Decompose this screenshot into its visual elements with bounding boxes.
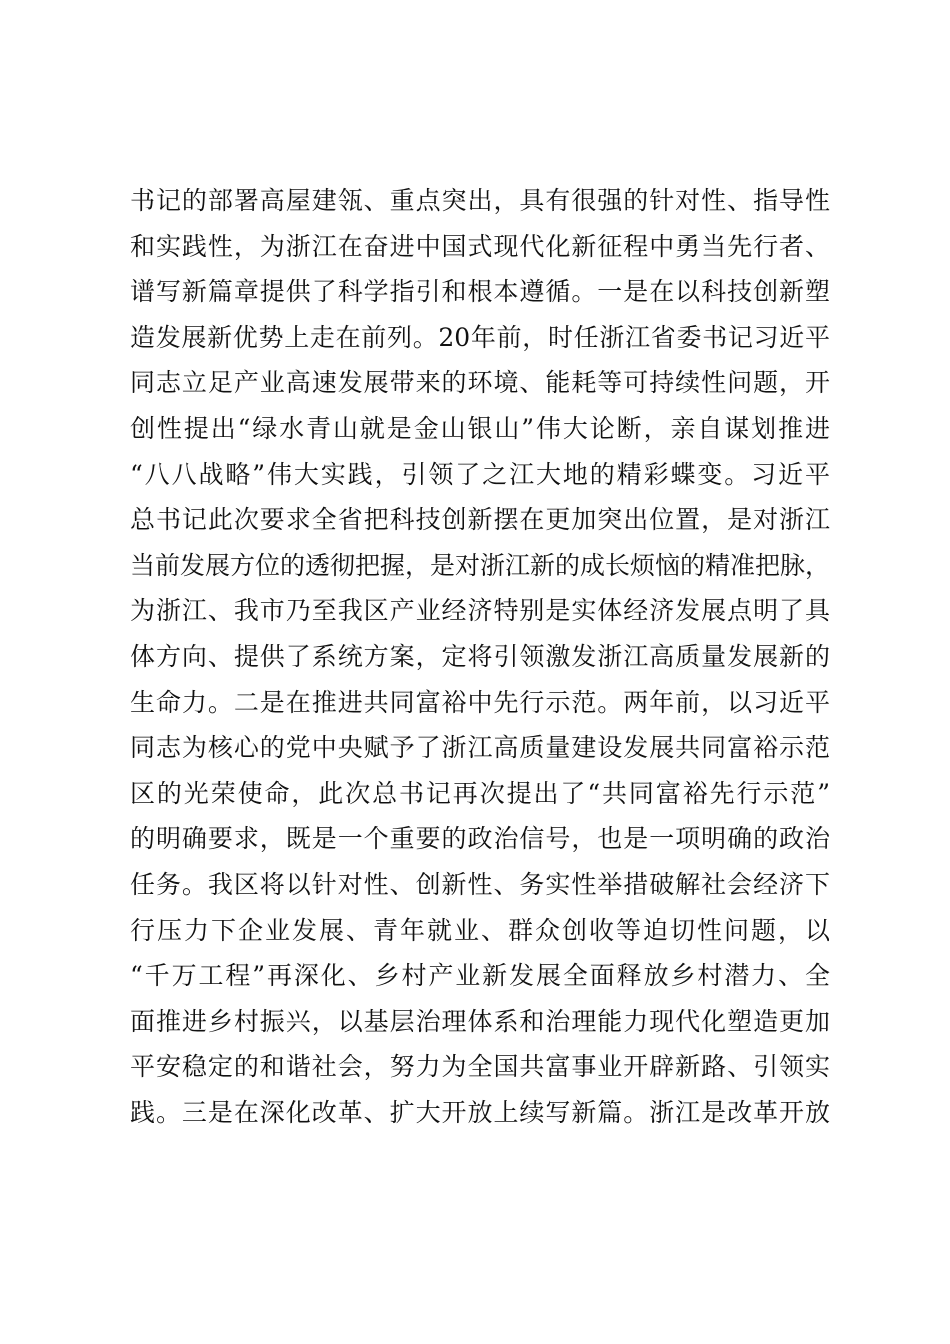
text-line: 当前发展方位的透彻把握，是对浙江新的成长烦恼的精准把脉，: [130, 550, 830, 580]
text-line: 任务。我区将以针对性、创新性、务实性举措破解社会经济下: [130, 869, 830, 899]
body-paragraph: [130, 178, 830, 1135]
text-line: 行压力下企业发展、青年就业、群众创收等迫切性问题，以: [130, 915, 830, 945]
text-line: 为浙江、我市乃至我区产业经济特别是实体经济发展点明了具: [130, 596, 830, 626]
text-line: 同志立足产业高速发展带来的环境、能耗等可持续性问题，开: [130, 368, 830, 398]
text-line: 谱写新篇章提供了科学指引和根本遵循。一是在以科技创新塑: [130, 277, 830, 307]
text-line: 和实践性，为浙江在奋进中国式现代化新征程中勇当先行者、: [130, 231, 830, 261]
text-line: “八八战略”伟大实践，引领了之江大地的精彩蝶变。习近平: [130, 459, 830, 489]
text-line: 体方向、提供了系统方案，定将引领激发浙江高质量发展新的: [130, 641, 830, 671]
text-line: 同志为核心的党中央赋予了浙江高质量建设发展共同富裕示范: [130, 733, 830, 763]
text-line: 造发展新优势上走在前列。20年前，时任浙江省委书记习近平: [130, 322, 830, 352]
text-line: 生命力。二是在推进共同富裕中先行示范。两年前，以习近平: [130, 687, 830, 717]
text-line: “千万工程”再深化、乡村产业新发展全面释放乡村潜力、全: [130, 961, 830, 991]
text-line: 总书记此次要求全省把科技创新摆在更加突出位置，是对浙江: [130, 505, 830, 535]
text-line: 面推进乡村振兴，以基层治理体系和治理能力现代化塑造更加: [130, 1006, 830, 1036]
text-line: 书记的部署高屋建瓴、重点突出，具有很强的针对性、指导性: [130, 186, 830, 215]
text-line: 区的光荣使命，此次总书记再次提出了“共同富裕先行示范”: [130, 778, 830, 808]
text-line: 平安稳定的和谐社会，努力为全国共富事业开辟新路、引领实: [130, 1052, 830, 1082]
text-line: 的明确要求，既是一个重要的政治信号，也是一项明确的政治: [130, 824, 830, 854]
text-line: 创性提出“绿水青山就是金山银山”伟大论断，亲自谋划推进: [130, 413, 830, 443]
text-line: 践。三是在深化改革、扩大开放上续写新篇。浙江是改革开放: [130, 1097, 830, 1127]
